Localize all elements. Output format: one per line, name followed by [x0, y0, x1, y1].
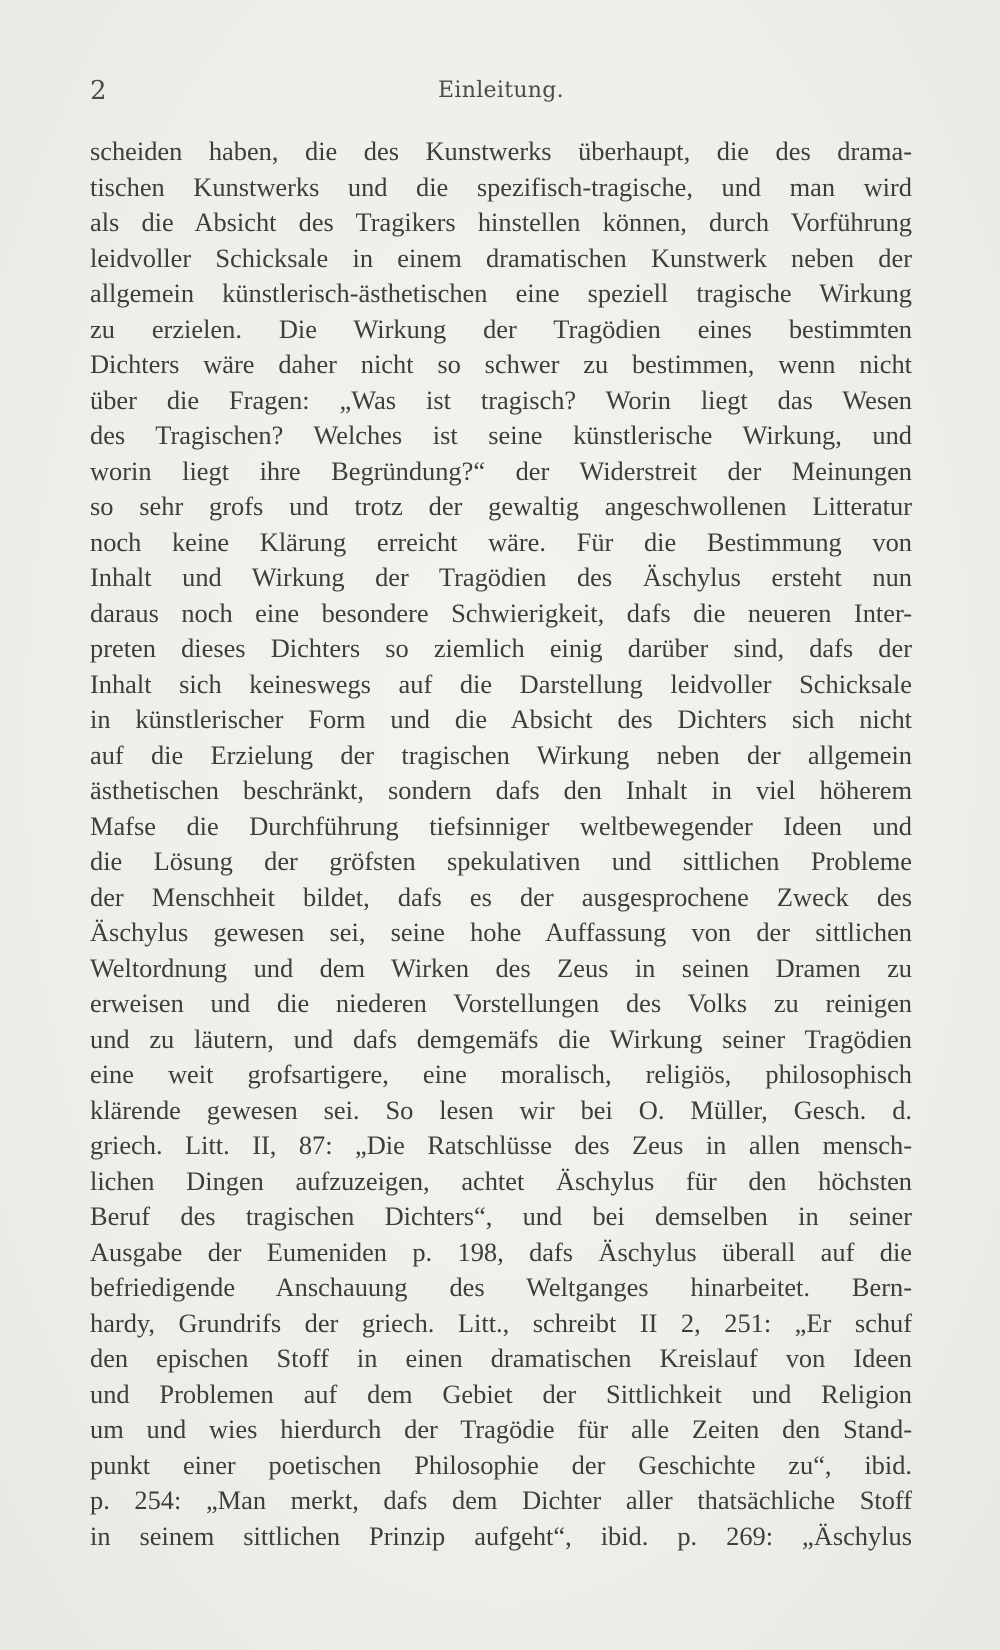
text-line: punkt einer poetischen Philosophie der Geschichte zu“, ibid. [90, 1449, 912, 1480]
text-line: Beruf des tragischen Dichters“, und bei demselben in seiner [90, 1201, 912, 1231]
text-line: den epischen Stoff in einen dramatischen Kreislauf von Ideen [90, 1343, 912, 1373]
text-line: erweisen und die niederen Vorstellungen des Volks zu reinigen [90, 988, 912, 1018]
text-line: der Menschheit bildet, dafs es der ausgesprochene Zweck des [90, 881, 912, 912]
text-line: allgemein künstlerisch-ästhetischen eine speziell tragische Wirkung [90, 278, 912, 308]
text-line: in seinem sittlichen Prinzip aufgeht“, ibid. p. 269: „Äschylus [90, 1520, 912, 1551]
text-line: zu erzielen. Die Wirkung der Tragödien eines bestimmten [90, 313, 912, 344]
text-line: griech. Litt. II, 87: „Die Ratschlüsse des Zeus in allen mensch- [90, 1130, 912, 1160]
text-line: p. 254: „Man merkt, dafs dem Dichter aller thatsächliche Stoff [90, 1485, 912, 1515]
text-line: leidvoller Schicksale in einem dramatischen Kunstwerk neben der [90, 242, 912, 273]
text-line: Äschylus gewesen sei, seine hohe Auffassung von der sittlichen [90, 917, 912, 947]
text-line: scheiden haben, die des Kunstwerks überhaupt, die des drama- [90, 136, 912, 166]
text-line: klärende gewesen sei. So lesen wir bei O. Müller, Gesch. d. [90, 1094, 912, 1125]
text-line: befriedigende Anschauung des Weltganges hinarbeitet. Bern- [90, 1272, 912, 1302]
page-header [90, 72, 912, 112]
running-head: Einleitung. [438, 78, 564, 103]
body-text [90, 134, 912, 1554]
text-line: lichen Dingen aufzuzeigen, achtet Äschylus für den höchsten [90, 1165, 912, 1196]
text-line: tischen Kunstwerks und die spezifisch-tragische, und man wird [90, 171, 912, 202]
text-line: daraus noch eine besondere Schwierigkeit, dafs die neueren Inter- [90, 597, 912, 628]
text-line: um und wies hierdurch der Tragödie für alle Zeiten den Stand- [90, 1414, 912, 1444]
text-line: eine weit grofsartigere, eine moralisch, religiös, philosophisch [90, 1059, 912, 1089]
text-line: des Tragischen? Welches ist seine künstlerische Wirkung, und [90, 420, 912, 450]
text-line: Ausgabe der Eumeniden p. 198, dafs Äschylus überall auf die [90, 1236, 912, 1267]
text-line: und Problemen auf dem Gebiet der Sittlichkeit und Religion [90, 1378, 912, 1409]
text-line: die Lösung der gröfsten spekulativen und sittlichen Probleme [90, 846, 912, 876]
text-line: preten dieses Dichters so ziemlich einig darüber sind, dafs der [90, 633, 912, 663]
text-line: worin liegt ihre Begründung?“ der Widerstreit der Meinungen [90, 455, 912, 486]
text-line: Inhalt und Wirkung der Tragödien des Äschylus ersteht nun [90, 562, 912, 592]
text-line: ästhetischen beschränkt, sondern dafs den Inhalt in viel höherem [90, 775, 912, 805]
text-line: als die Absicht des Tragikers hinstellen können, durch Vorführung [90, 207, 912, 237]
text-line: über die Fragen: „Was ist tragisch? Worin liegt das Wesen [90, 384, 912, 415]
text-line: noch keine Klärung erreicht wäre. Für die Bestimmung von [90, 526, 912, 557]
text-line: auf die Erzielung der tragischen Wirkung neben der allgemein [90, 739, 912, 770]
text-line: so sehr grofs und trotz der gewaltig angeschwollenen Litteratur [90, 491, 912, 521]
text-line: Weltordnung und dem Wirken des Zeus in seinen Dramen zu [90, 952, 912, 983]
text-line: Dichters wäre daher nicht so schwer zu bestimmen, wenn nicht [90, 349, 912, 379]
text-line: Inhalt sich keineswegs auf die Darstellung leidvoller Schicksale [90, 668, 912, 699]
text-line: hardy, Grundrifs der griech. Litt., schreibt II 2, 251: „Er schuf [90, 1307, 912, 1338]
text-line: in künstlerischer Form und die Absicht des Dichters sich nicht [90, 704, 912, 734]
text-line: und zu läutern, und dafs demgemäfs die Wirkung seiner Tragödien [90, 1023, 912, 1054]
page-number: 2 [90, 76, 107, 106]
text-line: Mafse die Durchführung tiefsinniger weltbewegender Ideen und [90, 810, 912, 841]
